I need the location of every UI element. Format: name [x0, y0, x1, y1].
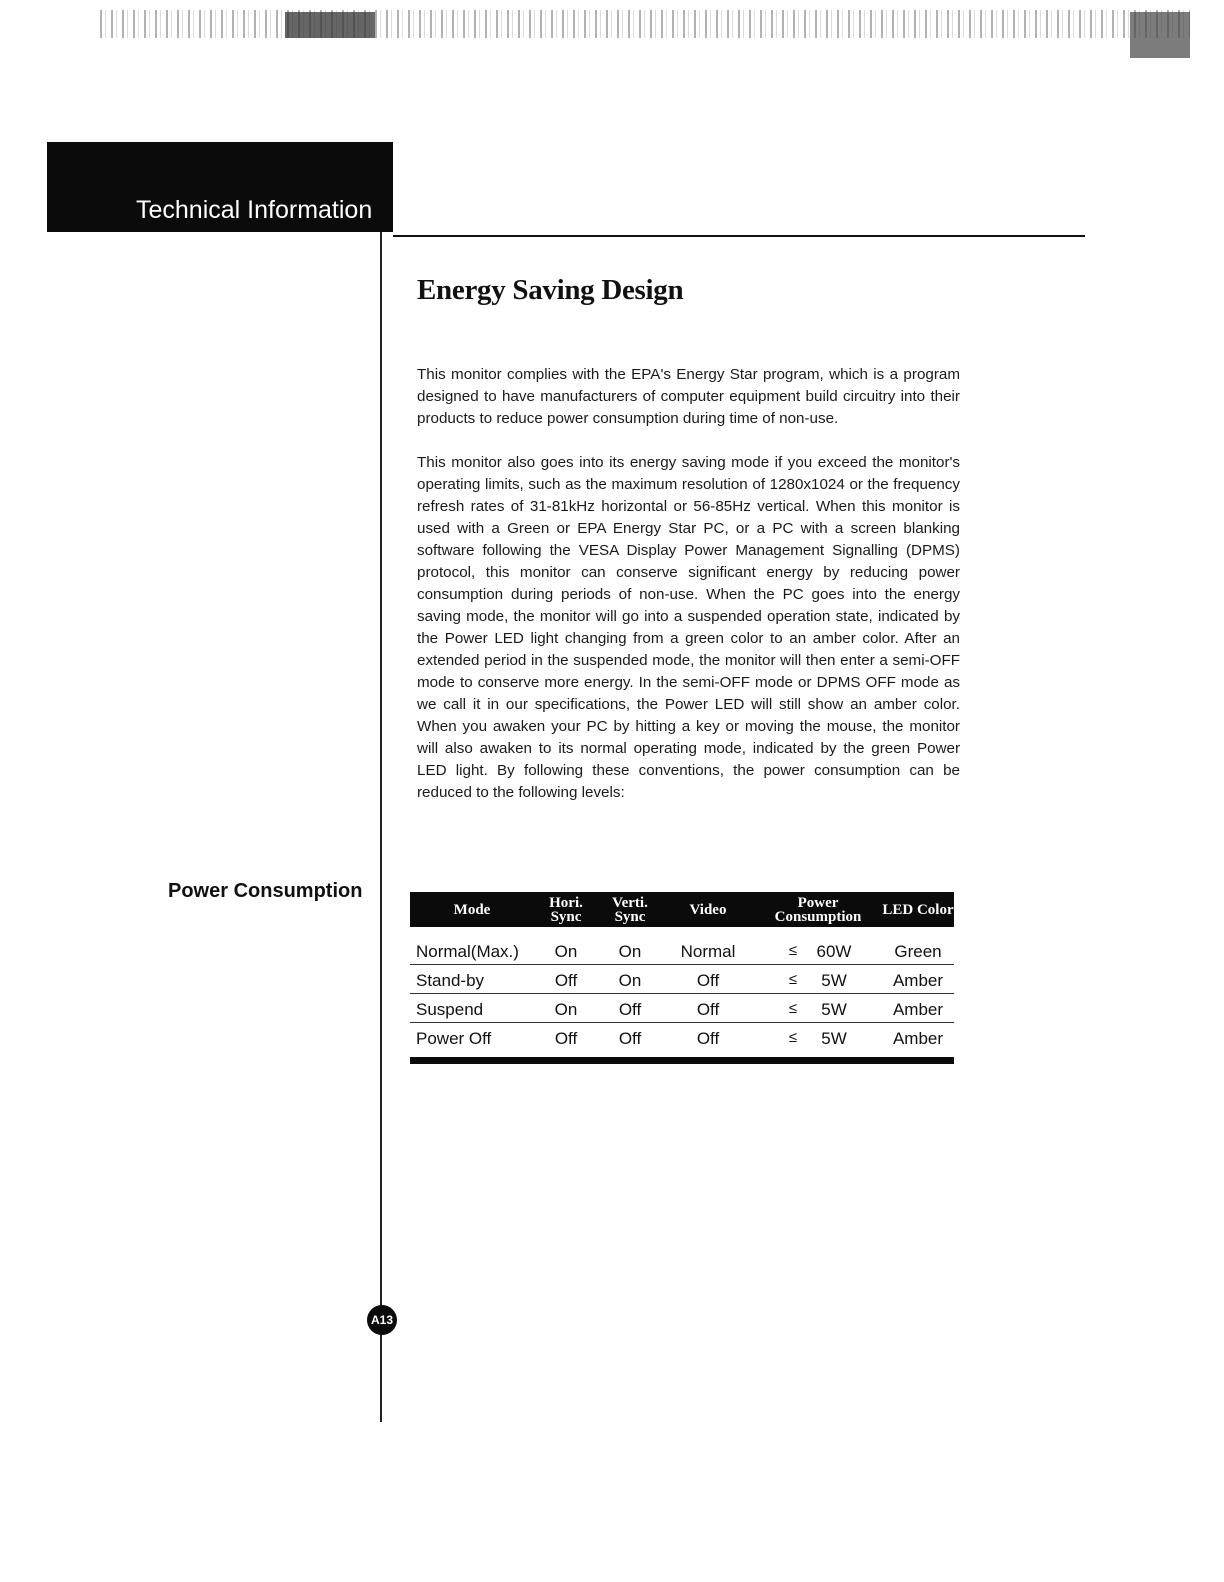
- cell-verti: On: [618, 942, 642, 961]
- header-verti-line2: Sync: [614, 908, 646, 925]
- main-content: [417, 268, 960, 804]
- cell-video: Off: [696, 1000, 720, 1019]
- cell-mode: Normal(Max.): [416, 942, 519, 961]
- cell-mode: Power Off: [416, 1029, 492, 1048]
- header-hori-line2: Sync: [550, 908, 582, 925]
- power-value: 5W: [821, 1000, 847, 1019]
- le-symbol: ≤: [788, 942, 798, 959]
- header-power-line1: Power: [797, 894, 839, 911]
- header-hori-sync: [534, 896, 598, 924]
- margin-vertical-rule: [380, 232, 382, 1422]
- power-value: 60W: [816, 942, 852, 961]
- cell-verti: Off: [618, 1029, 642, 1048]
- header-power-line2: Consumption: [774, 908, 862, 925]
- scan-noise-band: [100, 10, 1190, 38]
- details-paragraph: This monitor also goes into its energy saving mode if you exceed the monitor's operating limits, such as the maximum resolution of 1280x1024 or the frequency refresh rates of 31-81kHz horizontal or 56-85Hz vertical. When this monitor is used with a Green or EPA Energy Star PC, or a PC with a screen blanking software following the VESA Display Power Management Signalling (DPMS) protocol, this monitor can conserve significant energy by reducing power consumption during periods of non-use. When the PC goes into the energy saving mode, the monitor will go into a suspended operation state, indicated by the Power LED light changing from a green color to an amber color. After an extended period in the suspended mode, the monitor will then enter a semi-OFF mode to conserve more energy. In the semi-OFF mode or DPMS OFF mode as we call it in our specifications, the Power LED will still show an amber color. When you awaken your PC by hitting a key or moving the mouse, the monitor will also awaken to its normal operating mode, indicated by the green Power LED light. By following these conventions, the power consumption can be reduced to the following levels:: [417, 454, 960, 801]
- header-rule: [393, 235, 1085, 237]
- table-header: [410, 892, 954, 927]
- header-power-consumption: [754, 896, 882, 924]
- cell-hori: Off: [554, 1029, 578, 1048]
- cell-led: Amber: [892, 1000, 944, 1019]
- cell-led: Amber: [892, 1029, 944, 1048]
- header-mode: Mode: [453, 901, 491, 918]
- table-body: [410, 937, 954, 1051]
- side-heading-power-consumption: Power Consumption: [168, 880, 363, 902]
- cell-mode: Stand-by: [416, 971, 485, 990]
- power-consumption-table: [410, 892, 954, 1064]
- cell-mode: Suspend: [416, 1000, 484, 1019]
- header-verti-line1: Verti.: [612, 894, 648, 911]
- power-value: 5W: [821, 971, 847, 990]
- table-footer-bar: [410, 1057, 954, 1064]
- header-verti-sync: [598, 896, 662, 924]
- cell-hori: On: [554, 942, 578, 961]
- cell-power: [754, 1029, 882, 1051]
- cell-verti: On: [618, 971, 642, 990]
- intro-paragraph: This monitor complies with the EPA's Energy Star program, which is a program designed to have manufacturers of computer equipment build circuitry into their products to reduce power consumption during time of non-use.: [417, 366, 960, 427]
- cell-power: [754, 1000, 882, 1022]
- power-value: 5W: [821, 1029, 847, 1048]
- cell-video: Off: [696, 1029, 720, 1048]
- scan-noise-block: [285, 12, 375, 38]
- header-hori-line1: Hori.: [549, 894, 583, 911]
- cell-video: Normal: [680, 942, 736, 961]
- cell-power: [754, 942, 882, 964]
- cell-hori: Off: [554, 971, 578, 990]
- header-video: Video: [689, 901, 727, 918]
- cell-power: [754, 971, 882, 993]
- page-title: Energy Saving Design: [417, 274, 684, 306]
- le-symbol: ≤: [788, 1029, 798, 1046]
- table-row: [410, 1024, 954, 1051]
- table-row: [410, 966, 954, 994]
- cell-led: Amber: [892, 971, 944, 990]
- page-number-badge: A13: [367, 1305, 397, 1335]
- header-led-color: LED Color: [882, 901, 954, 918]
- le-symbol: ≤: [788, 971, 798, 988]
- table-row: [410, 995, 954, 1023]
- scan-noise-block: [1130, 12, 1190, 58]
- cell-verti: Off: [618, 1000, 642, 1019]
- cell-hori: On: [554, 1000, 578, 1019]
- cell-led: Green: [894, 942, 942, 961]
- table-row: [410, 937, 954, 965]
- section-header-title: Technical Information: [136, 196, 373, 224]
- le-symbol: ≤: [788, 1000, 798, 1017]
- cell-video: Off: [696, 971, 720, 990]
